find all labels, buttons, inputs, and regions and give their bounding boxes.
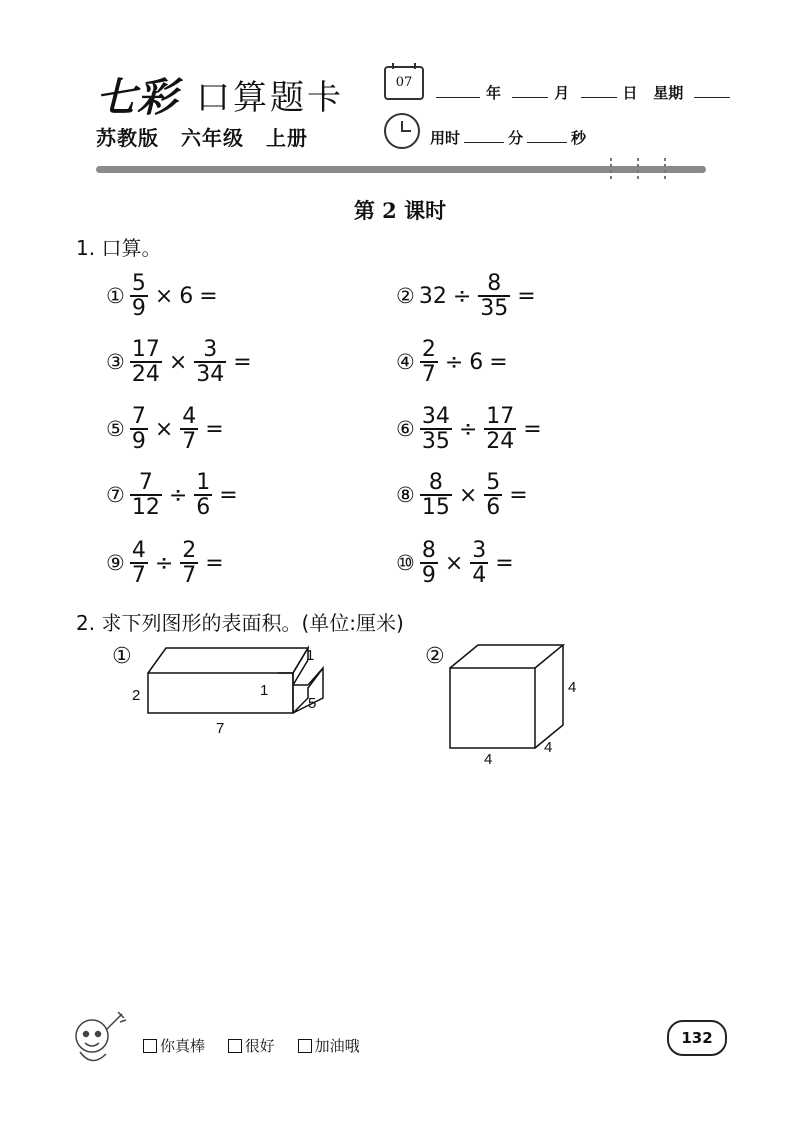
self-rating	[143, 1035, 378, 1057]
numerator: 2	[182, 537, 197, 563]
page-number: 132	[667, 1020, 727, 1056]
fraction-operand	[470, 539, 488, 587]
denominator: 7	[182, 563, 197, 588]
numerator: 4	[182, 403, 197, 429]
denominator: 9	[131, 429, 146, 454]
fraction-operand	[420, 471, 452, 519]
brand-title: 口算题卡	[196, 78, 344, 118]
fraction-operand	[484, 405, 516, 453]
problem-number: ⑨	[106, 551, 125, 575]
problem-number: ⑧	[396, 483, 415, 507]
problem-item	[396, 535, 518, 591]
problem-item	[396, 334, 512, 390]
denominator: 24	[486, 429, 515, 454]
operator: ÷	[154, 550, 174, 576]
fig1-label-step: 1	[260, 682, 269, 699]
numerator: 34	[421, 403, 450, 429]
section-2-heading: 2. 求下列图形的表面积。(单位:厘米)	[76, 611, 404, 635]
problem-number: ③	[106, 350, 125, 374]
minutes-blank[interactable]	[464, 142, 504, 143]
year-blank[interactable]	[436, 97, 480, 98]
operator: ×	[168, 349, 188, 375]
calendar-icon: 07	[384, 66, 424, 100]
equals-sign: =	[517, 283, 536, 309]
operator: ×	[444, 550, 464, 576]
equals-sign: =	[205, 550, 224, 576]
fraction-operand	[194, 338, 226, 386]
denominator: 35	[480, 296, 509, 321]
numerator: 17	[131, 336, 160, 362]
integer-operand: 6	[469, 349, 484, 375]
fraction-operand	[420, 338, 438, 386]
edition-info: 苏教版 六年级 上册	[96, 126, 308, 150]
problem-item	[106, 334, 256, 390]
figure-1-stepped-prism	[128, 640, 338, 745]
date-fields: 年 月 日 星期	[430, 82, 736, 103]
equals-sign: =	[523, 416, 542, 442]
month-blank[interactable]	[512, 97, 548, 98]
day-blank[interactable]	[581, 97, 617, 98]
fraction-operand	[484, 471, 502, 519]
numerator: 8	[487, 270, 502, 296]
fig1-label-height: 2	[132, 687, 141, 704]
denominator: 6	[486, 495, 501, 520]
problem-item	[396, 268, 540, 324]
operator: ÷	[452, 283, 472, 309]
problem-number: ⑥	[396, 417, 415, 441]
rating-option-good[interactable]: 很好	[228, 1035, 275, 1056]
checkbox[interactable]	[143, 1039, 157, 1053]
problem-item	[106, 535, 228, 591]
problem-number: ④	[396, 350, 415, 374]
numerator: 1	[196, 469, 211, 495]
numerator: 2	[421, 336, 436, 362]
checkbox[interactable]	[298, 1039, 312, 1053]
fig2-label-height: 4	[568, 679, 577, 696]
figure-2-marker: ②	[425, 644, 445, 669]
operator: ×	[154, 283, 174, 309]
brand-logo: 七彩	[96, 74, 178, 121]
problem-number: ②	[396, 284, 415, 308]
figure-2-cube	[440, 640, 590, 770]
fraction-operand	[180, 539, 198, 587]
problem-item	[106, 268, 222, 324]
weekday-blank[interactable]	[694, 97, 730, 98]
problem-number: ⑤	[106, 417, 125, 441]
numerator: 5	[131, 270, 146, 296]
numerator: 8	[428, 469, 443, 495]
mascot-icon	[66, 1008, 130, 1072]
numerator: 3	[203, 336, 218, 362]
fig1-label-length: 7	[216, 720, 225, 737]
denominator: 9	[131, 296, 146, 321]
fraction-operand	[130, 539, 148, 587]
divider-ornament	[606, 156, 676, 184]
rating-option-great[interactable]: 你真棒	[143, 1035, 205, 1056]
denominator: 15	[421, 495, 450, 520]
problem-number: ⑩	[396, 551, 415, 575]
equals-sign: =	[489, 349, 508, 375]
equals-sign: =	[495, 550, 514, 576]
denominator: 9	[421, 563, 436, 588]
section-1-heading: 1. 口算。	[76, 236, 162, 260]
lesson-title: 第 2 课时	[353, 198, 447, 223]
problem-number: ①	[106, 284, 125, 308]
time-fields: 用时 分 秒	[430, 129, 587, 147]
fraction-operand	[130, 338, 162, 386]
problem-item	[396, 467, 532, 523]
problem-number: ⑦	[106, 483, 125, 507]
fraction-operand	[420, 405, 452, 453]
equals-sign: =	[219, 482, 238, 508]
seconds-blank[interactable]	[527, 142, 567, 143]
numerator: 4	[131, 537, 146, 563]
denominator: 34	[196, 362, 225, 387]
equals-sign: =	[509, 482, 528, 508]
problem-item	[396, 401, 546, 457]
figure-1-marker: ①	[112, 644, 132, 669]
numerator: 8	[421, 537, 436, 563]
problem-item	[106, 467, 242, 523]
operator: ×	[154, 416, 174, 442]
numerator: 17	[486, 403, 515, 429]
denominator: 7	[421, 362, 436, 387]
problem-item	[106, 401, 228, 457]
denominator: 6	[196, 495, 211, 520]
clock-icon	[384, 113, 420, 149]
denominator: 24	[131, 362, 160, 387]
equals-sign: =	[205, 416, 224, 442]
denominator: 35	[421, 429, 450, 454]
operator: ÷	[458, 416, 478, 442]
operator: ÷	[168, 482, 188, 508]
numerator: 5	[486, 469, 501, 495]
fraction-operand	[130, 272, 148, 320]
denominator: 7	[131, 563, 146, 588]
integer-operand: 6	[179, 283, 194, 309]
checkbox[interactable]	[228, 1039, 242, 1053]
numerator: 7	[138, 469, 153, 495]
integer-operand: 32	[418, 283, 447, 309]
rating-option-keep-going[interactable]: 加油哦	[298, 1035, 360, 1056]
fraction-operand	[194, 471, 212, 519]
fraction-operand	[478, 272, 510, 320]
operator: ÷	[444, 349, 464, 375]
fraction-operand	[130, 405, 148, 453]
denominator: 4	[472, 563, 487, 588]
fig1-label-top: 1	[306, 647, 315, 664]
denominator: 7	[182, 429, 197, 454]
fig1-label-depth: 5	[308, 695, 317, 712]
equals-sign: =	[199, 283, 218, 309]
fraction-operand	[180, 405, 198, 453]
numerator: 7	[131, 403, 146, 429]
operator: ×	[458, 482, 478, 508]
fig2-label-depth: 4	[544, 739, 553, 756]
equals-sign: =	[233, 349, 252, 375]
denominator: 12	[131, 495, 160, 520]
fig2-label-width: 4	[484, 751, 493, 768]
fraction-operand	[130, 471, 162, 519]
fraction-operand	[420, 539, 438, 587]
numerator: 3	[472, 537, 487, 563]
